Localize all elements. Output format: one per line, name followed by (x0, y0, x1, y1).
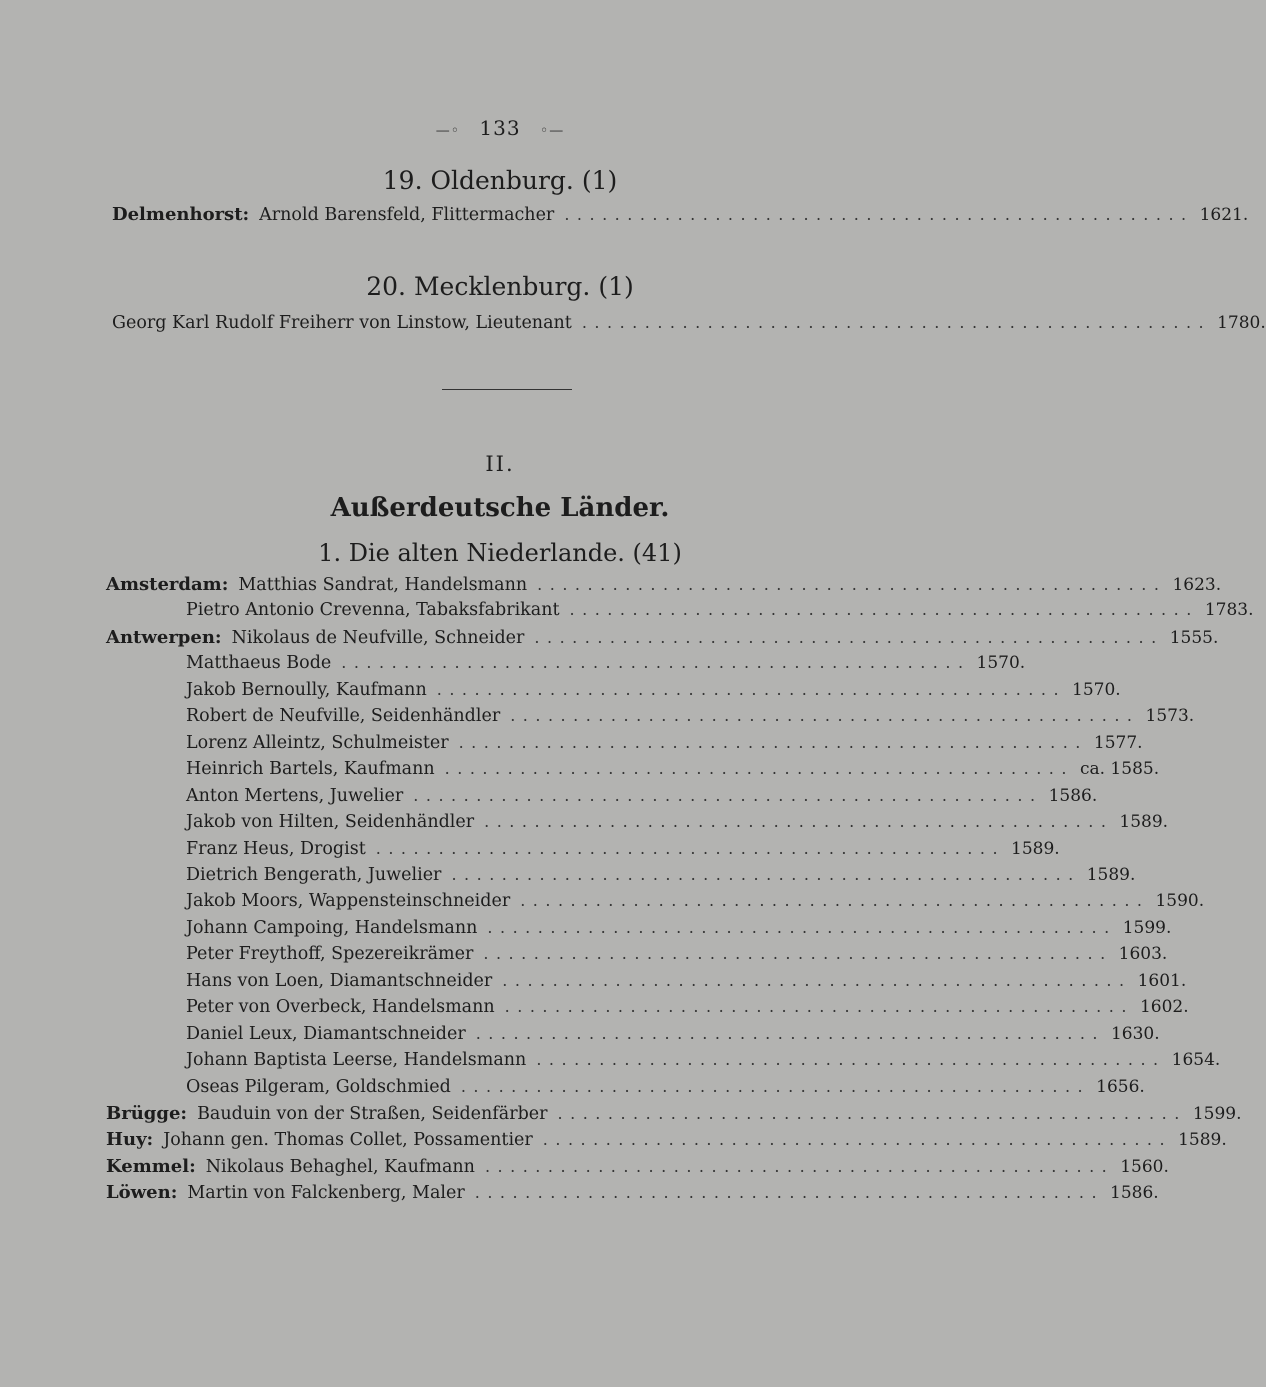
leader-dots: .................................................. (581, 313, 1212, 332)
entry-place: Brügge: (106, 1103, 188, 1124)
entry-row-oldenburg (112, 204, 1249, 230)
entry-year: 1560. (1120, 1156, 1169, 1177)
entry-row (186, 679, 1121, 706)
entry-year: 1599. (1192, 1104, 1242, 1124)
entry-row (186, 997, 1189, 1023)
entry-year: 1589. (1119, 812, 1169, 833)
entry-row (186, 864, 1136, 891)
entry-year: 1780. (1217, 313, 1266, 333)
leader-dots: .................................................. (451, 864, 1081, 884)
leader-dots: .................................................. (375, 838, 1006, 858)
part-title: Außerdeutsche Länder. (330, 493, 670, 523)
entry-person: Franz Heus, Drogist (186, 838, 366, 859)
entry-row (186, 1076, 1145, 1103)
entry-person: Johann gen. Thomas Collet, Possamentier (163, 1130, 533, 1151)
leader-dots: .................................................. (483, 944, 1113, 964)
entry-place: Kemmel: (106, 1155, 196, 1177)
leader-dots: .................................................. (484, 812, 1114, 832)
entry-year: 1590. (1155, 891, 1205, 912)
leader-dots: .................................................. (564, 205, 1194, 224)
entry-row (106, 574, 1222, 600)
leader-dots: .................................................. (557, 1104, 1187, 1123)
leader-dots: .................................................. (444, 759, 1074, 779)
leader-dots: .................................................. (510, 706, 1140, 726)
entry-person: Bauduin von der Straßen, Seidenfärber (197, 1104, 548, 1124)
entry-year: 1570. (976, 653, 1026, 674)
entry-person: Matthaeus Bode (186, 653, 332, 674)
leader-dots: .................................................. (413, 785, 1043, 805)
entry-row (186, 1050, 1221, 1076)
leader-dots: .................................................. (460, 1076, 1091, 1096)
entry-row (186, 653, 1026, 679)
entry-year: 1573. (1145, 706, 1195, 727)
page-number (0, 116, 1000, 140)
entry-row (186, 891, 1205, 917)
entry-row (186, 706, 1195, 732)
entry-row (186, 1023, 1160, 1050)
page-number-value: 133 (479, 116, 521, 140)
entry-person: Daniel Leux, Diamantschneider (186, 1023, 466, 1044)
entry-year: 1555. (1169, 627, 1219, 648)
entry-person: Nikolaus de Neufville, Schneider (231, 627, 525, 648)
subsection-title: 1. Die alten Niederlande. (41) (318, 539, 682, 567)
entry-year: 1586. (1048, 785, 1098, 806)
entry-year: 1623. (1172, 575, 1222, 595)
entry-year: 1630. (1110, 1023, 1160, 1044)
section-heading-mecklenburg: 20. Mecklenburg. (1) (366, 272, 634, 301)
entry-row (186, 600, 1254, 626)
entry-row (186, 970, 1187, 997)
leader-dots: .................................................. (504, 997, 1134, 1017)
page-number-ornament-right: ◦— (539, 123, 565, 139)
entry-person: Jakob von Hilten, Seidenhändler (186, 812, 475, 833)
entry-row (186, 759, 1160, 785)
entry-year: 1602. (1139, 997, 1189, 1018)
entry-year: 1783. (1204, 600, 1254, 621)
page-number-ornament-left: —◦ (435, 123, 461, 139)
entry-person: Peter Freythoff, Spezereikrämer (186, 944, 474, 965)
entry-person: Georg Karl Rudolf Freiherr von Linstow, Lieutenant (112, 313, 572, 333)
entry-year: 1570. (1072, 679, 1121, 700)
entry-row (186, 944, 1168, 970)
entry-person: Johann Baptista Leerse, Handelsmann (186, 1050, 527, 1071)
leader-dots: .................................................. (520, 891, 1150, 911)
entry-person: Anton Mertens, Juwelier (186, 785, 404, 806)
leader-dots: .................................................. (487, 917, 1117, 937)
leader-dots: .................................................. (534, 627, 1164, 647)
leader-dots: .................................................. (474, 1183, 1105, 1203)
entry-row (186, 917, 1172, 944)
entry-person: Hans von Loen, Diamantschneider (186, 970, 493, 991)
entry-row (106, 1103, 1242, 1129)
entry-row (186, 785, 1098, 812)
entry-year: 1589. (1086, 864, 1136, 885)
entry-year: 1577. (1093, 732, 1143, 753)
entry-row (186, 812, 1169, 838)
section-heading-oldenburg: 19. Oldenburg. (1) (382, 166, 618, 195)
entry-row (106, 1182, 1159, 1208)
leader-dots: .................................................. (542, 1130, 1173, 1150)
entry-year: 1654. (1171, 1050, 1221, 1071)
entry-person: Jakob Bernoully, Kaufmann (186, 679, 427, 700)
entry-place: Huy: (106, 1129, 154, 1151)
entry-row (106, 626, 1219, 653)
leader-dots: .................................................. (475, 1023, 1105, 1043)
entry-person: Jakob Moors, Wappensteinschneider (186, 891, 511, 912)
entry-person: Robert de Neufville, Seidenhändler (186, 706, 501, 727)
entry-row-mecklenburg (112, 313, 1266, 339)
entry-year: 1589. (1011, 838, 1060, 859)
entry-person: Heinrich Bartels, Kaufmann (186, 759, 435, 780)
entry-year: 1599. (1122, 917, 1172, 938)
entry-person: Matthias Sandrat, Handelsmann (238, 575, 528, 595)
entry-person: Martin von Falckenberg, Maler (187, 1183, 465, 1204)
entry-year: ca. 1585. (1079, 759, 1160, 780)
part-number: II. (485, 452, 515, 476)
entry-person: Arnold Barensfeld, Flittermacher (259, 205, 555, 225)
leader-dots: .................................................. (341, 653, 971, 673)
entry-row (186, 732, 1143, 759)
entry-year: 1603. (1118, 944, 1168, 965)
leader-dots: .................................................. (458, 732, 1088, 752)
entry-year: 1621. (1199, 205, 1249, 225)
entry-person: Dietrich Bengerath, Juwelier (186, 864, 442, 885)
entry-year: 1586. (1110, 1183, 1159, 1204)
entry-year: 1656. (1096, 1076, 1145, 1097)
section-divider-rule (442, 389, 572, 390)
entry-place: Delmenhorst: (112, 204, 250, 225)
leader-dots: .................................................. (537, 575, 1167, 594)
leader-dots: .................................................. (536, 1050, 1166, 1070)
entry-year: 1601. (1137, 970, 1187, 991)
leader-dots: .................................................. (484, 1156, 1115, 1176)
entry-person: Pietro Antonio Crevenna, Tabaksfabrikant (186, 600, 560, 621)
entry-place: Amsterdam: (106, 574, 229, 595)
entry-person: Peter von Overbeck, Handelsmann (186, 997, 495, 1018)
leader-dots: .................................................. (436, 679, 1067, 699)
entry-person: Johann Campoing, Handelsmann (186, 917, 478, 938)
entry-row (186, 838, 1060, 865)
entry-person: Nikolaus Behaghel, Kaufmann (205, 1156, 475, 1177)
entry-year: 1589. (1178, 1130, 1227, 1151)
leader-dots: .................................................. (569, 600, 1199, 620)
entry-person: Oseas Pilgeram, Goldschmied (186, 1076, 451, 1097)
leader-dots: .................................................. (502, 970, 1132, 990)
entry-place: Löwen: (106, 1182, 178, 1204)
entry-row (106, 1155, 1169, 1182)
entry-place: Antwerpen: (106, 626, 222, 648)
entry-row (106, 1129, 1227, 1155)
entry-person: Lorenz Alleintz, Schulmeister (186, 732, 449, 753)
